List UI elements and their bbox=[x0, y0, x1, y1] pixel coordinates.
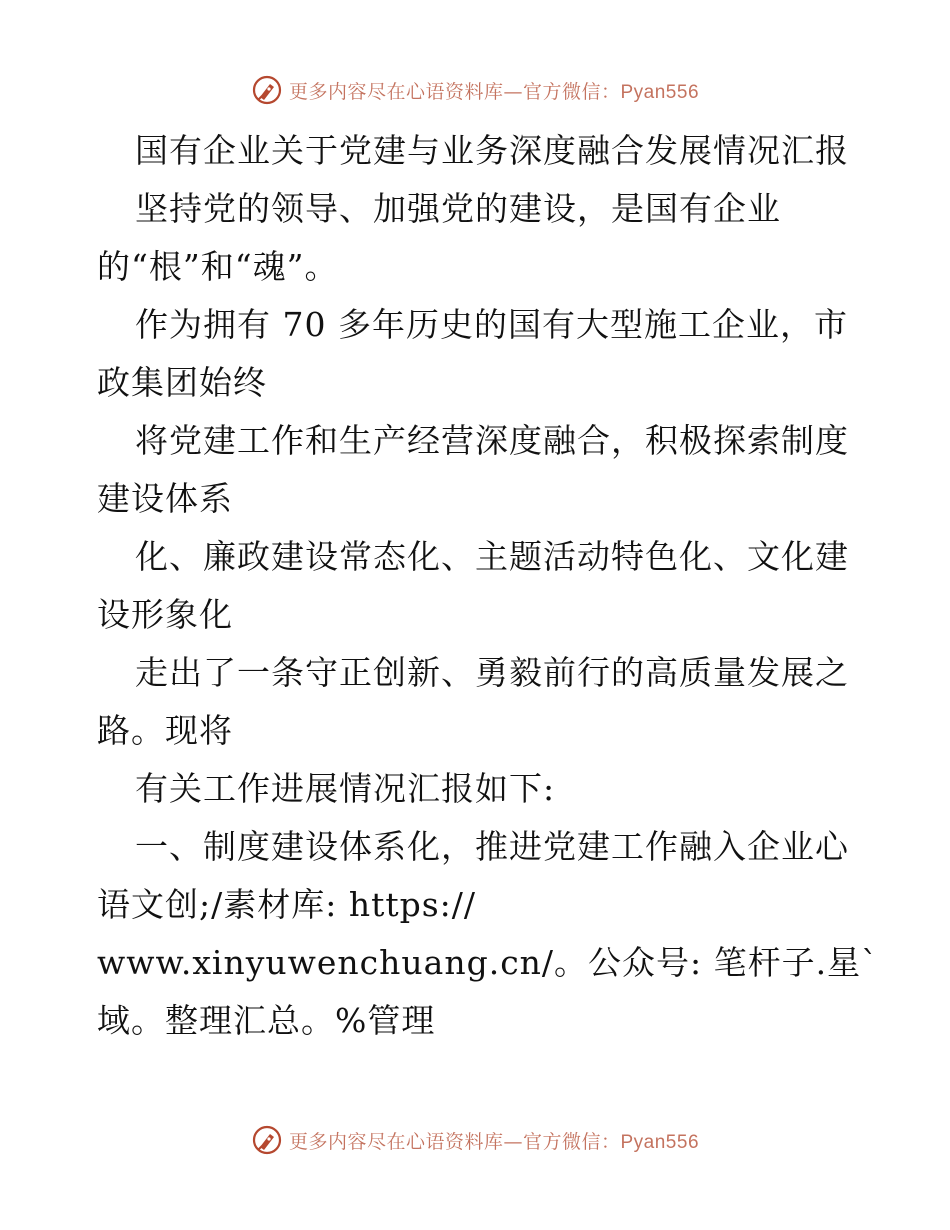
paragraph-line: 坚持党的领导、加强党的建设，是国有企业 bbox=[135, 189, 781, 228]
document-body bbox=[97, 122, 879, 1050]
pen-nib-logo-icon bbox=[251, 74, 283, 106]
paragraph-line: 域。整理汇总。%管理 bbox=[97, 1001, 436, 1040]
footer-watermark bbox=[0, 1120, 950, 1160]
document-title: 国有企业关于党建与业务深度融合发展情况汇报 bbox=[135, 131, 849, 170]
watermark-text: 更多内容尽在心语资料库—官方微信：Pyan556 bbox=[288, 1130, 700, 1153]
pen-nib-logo-icon bbox=[251, 1124, 283, 1156]
paragraph-line: 的“根”和“魂”。 bbox=[97, 247, 339, 286]
section-heading: 一、制度建设体系化，推进党建工作融入企业心 bbox=[135, 827, 849, 866]
paragraph-line: 设形象化 bbox=[97, 595, 233, 634]
paragraph-line: 有关工作进展情况汇报如下: bbox=[135, 769, 556, 808]
paragraph-line: www.xinyuwenchuang.cn/。公众号: 笔杆子.星` bbox=[97, 943, 879, 982]
header-watermark bbox=[0, 70, 950, 110]
paragraph-line: 建设体系 bbox=[97, 479, 233, 518]
paragraph-line: 走出了一条守正创新、勇毅前行的高质量发展之 bbox=[135, 653, 849, 692]
paragraph-line: 政集团始终 bbox=[97, 363, 267, 402]
paragraph-line: 作为拥有 70 多年历史的国有大型施工企业，市 bbox=[135, 305, 848, 344]
watermark-text: 更多内容尽在心语资料库—官方微信：Pyan556 bbox=[288, 80, 700, 103]
paragraph-line: 化、廉政建设常态化、主题活动特色化、文化建 bbox=[135, 537, 849, 576]
paragraph-line: 将党建工作和生产经营深度融合，积极探索制度 bbox=[135, 421, 849, 460]
paragraph-line: 路。现将 bbox=[97, 711, 233, 750]
paragraph-line: 语文创;/素材库: https:// bbox=[97, 885, 477, 924]
